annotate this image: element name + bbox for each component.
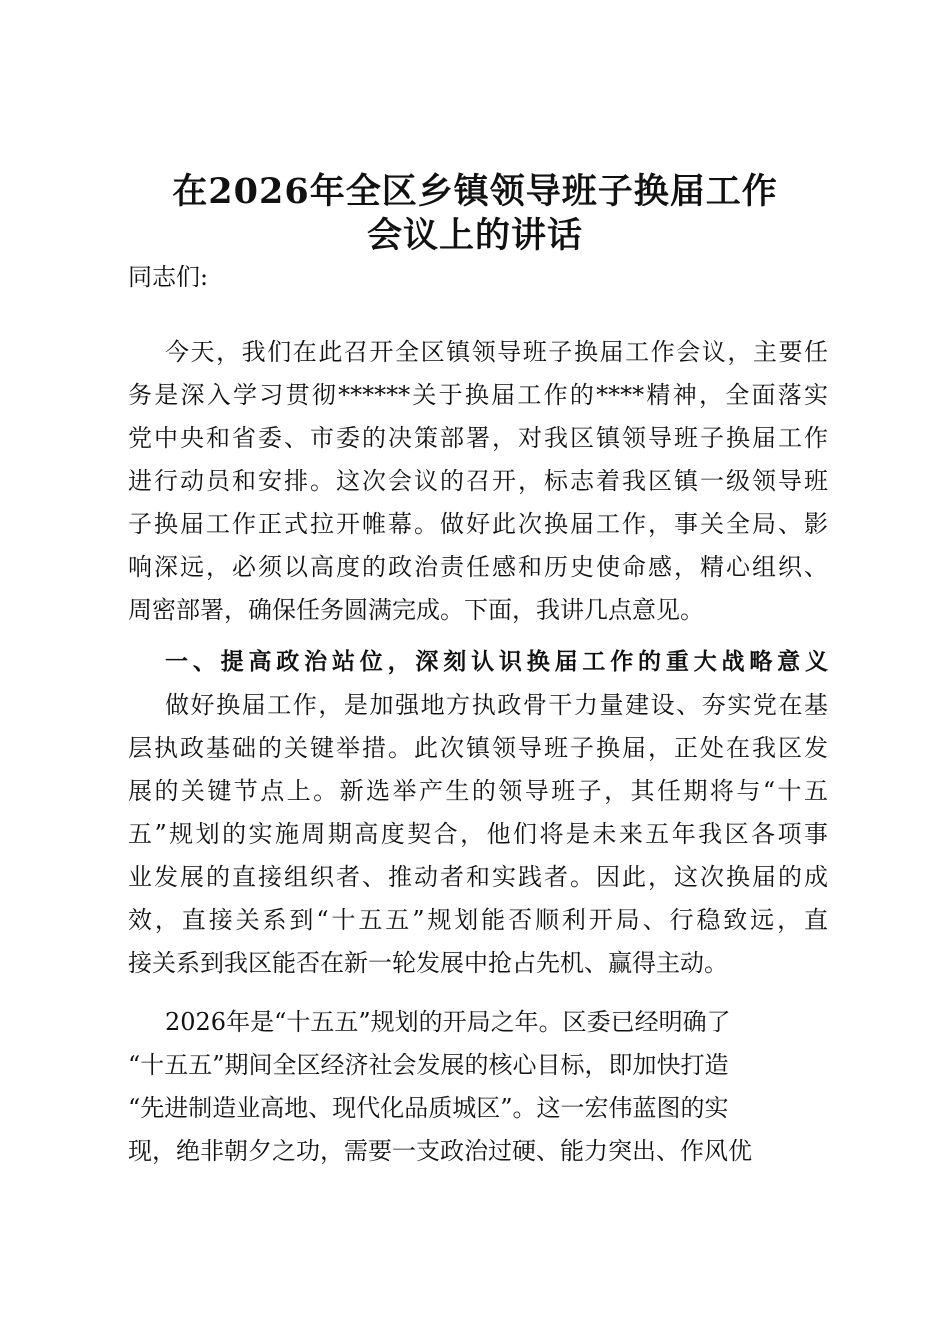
paragraph-3-line: “十五五”期间全区经济社会发展的核心目标，即加快打造 xyxy=(128,1051,729,1079)
paragraph-2-line: 展的关键节点上。新选举产生的领导班子，其任期将与“十五 xyxy=(128,777,828,805)
paragraph-1-line: 子换届工作正式拉开帷幕。做好此次换届工作，事关全局、影 xyxy=(128,510,828,538)
paragraph-2-line: 五”规划的实施周期高度契合，他们将是未来五年我区各项事 xyxy=(128,820,828,848)
paragraph-3-line: 2026年是“十五五”规划的开局之年。区委已经明确了 xyxy=(165,1008,731,1036)
paragraph-1-line: 党中央和省委、市委的决策部署，对我区镇领导班子换届工作 xyxy=(128,424,828,452)
paragraph-2-line: 业发展的直接组织者、推动者和实践者。因此，这次换届的成 xyxy=(128,863,828,891)
paragraph-1-line: 今天，我们在此召开全区镇领导班子换届工作会议，主要任 xyxy=(165,338,828,366)
paragraph-1-line: 进行动员和安排。这次会议的召开，标志着我区镇一级领导班 xyxy=(128,467,828,495)
paragraph-3-line: 现，绝非朝夕之功，需要一支政治过硬、能力突出、作风优 xyxy=(128,1137,752,1165)
paragraph-2-line: 做好换届工作，是加强地方执政骨干力量建设、夯实党在基 xyxy=(165,691,828,719)
section-1-heading: 一、提高政治站位，深刻认识换届工作的重大战略意义 xyxy=(165,649,828,675)
paragraph-2-line: 接关系到我区能否在新一轮发展中抢占先机、赢得主动。 xyxy=(128,949,728,977)
paragraph-1-line: 响深远，必须以高度的政治责任感和历史使命感，精心组织、 xyxy=(128,553,828,581)
paragraph-3-line: “先进制造业高地、现代化品质城区”。这一宏伟蓝图的实 xyxy=(128,1094,729,1122)
paragraph-1-line: 务是深入学习贯彻******关于换届工作的****精神，全面落实 xyxy=(128,381,828,409)
salutation: 同志们: xyxy=(128,263,209,291)
paragraph-2-line: 层执政基础的关键举措。此次镇领导班子换届，正处在我区发 xyxy=(128,734,828,762)
document-title-line-2: 会议上的讲话 xyxy=(366,215,583,256)
document-title-line-1: 在2026年全区乡镇领导班子换届工作 xyxy=(172,171,778,212)
paragraph-1-line: 周密部署，确保任务圆满完成。下面，我讲几点意见。 xyxy=(128,596,704,624)
paragraph-2-line: 效，直接关系到“十五五”规划能否顺利开局、行稳致远，直 xyxy=(128,906,828,934)
